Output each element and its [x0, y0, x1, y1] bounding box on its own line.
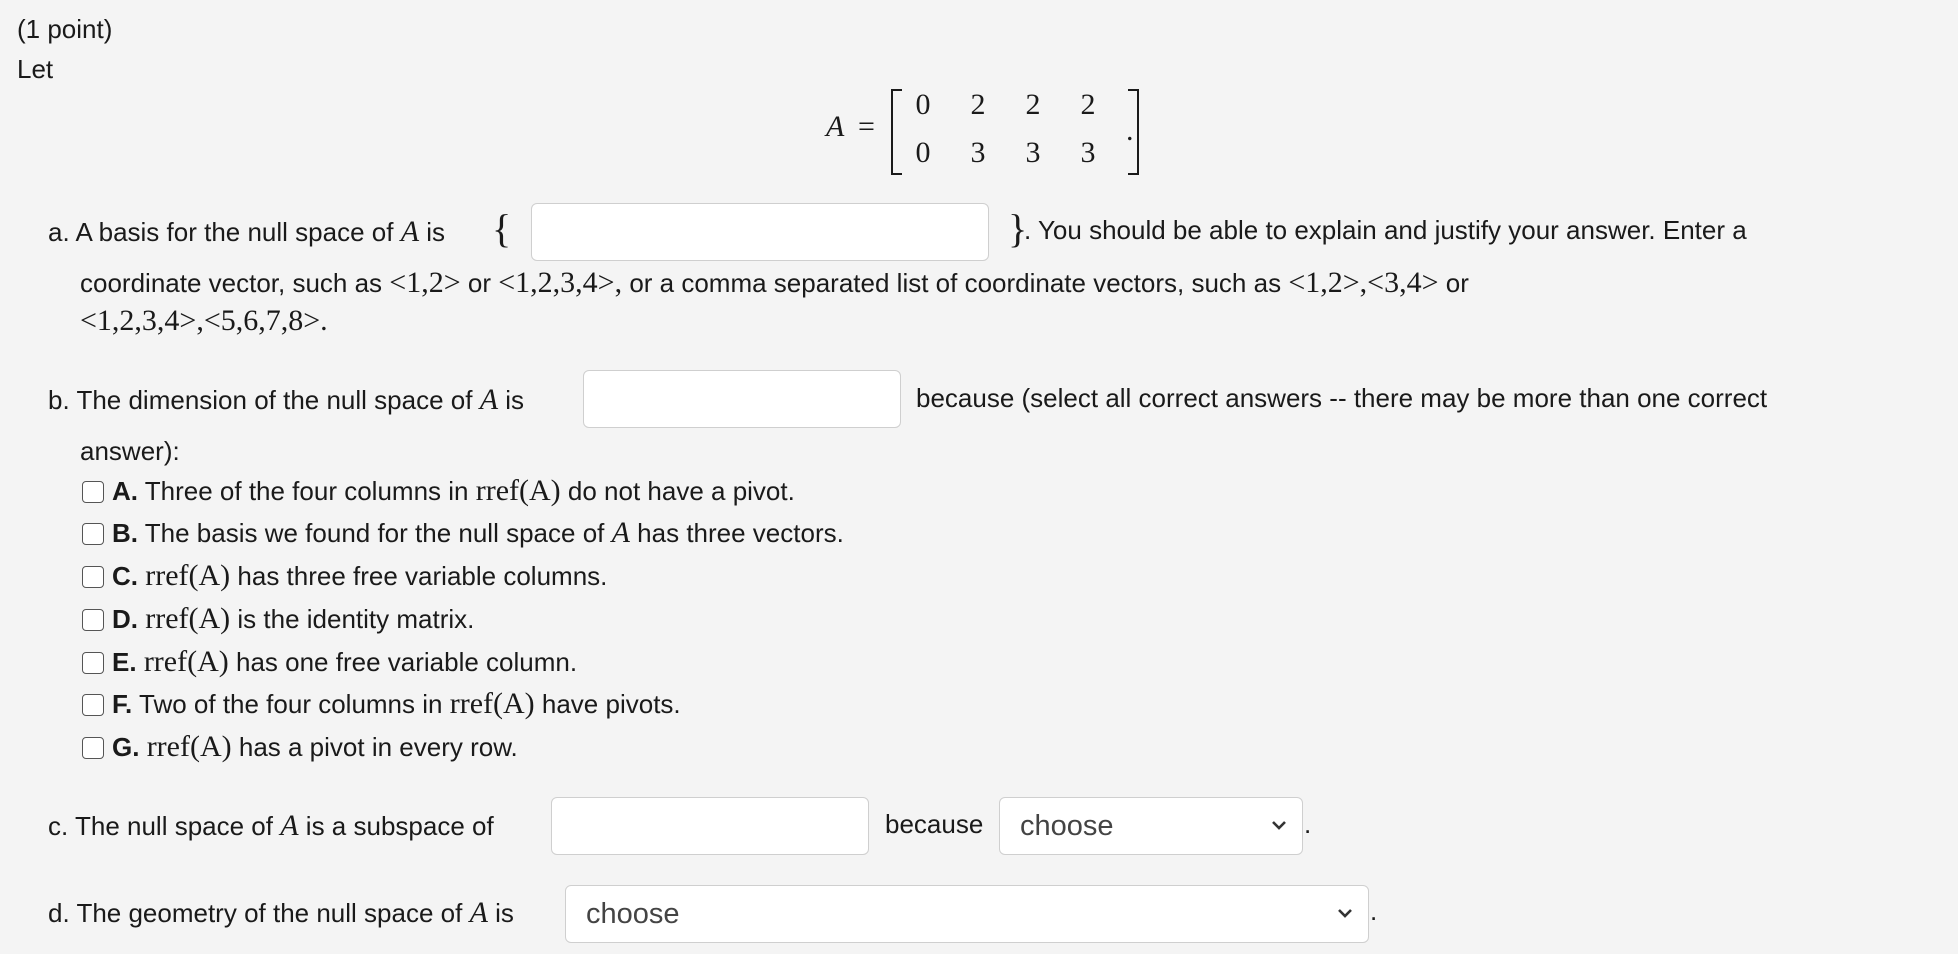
- matrix-cell: 2: [1025, 88, 1041, 121]
- point-value: (1 point): [17, 14, 113, 44]
- matrix-cell: 0: [915, 88, 931, 121]
- or-text: or: [467, 268, 491, 298]
- part-d-var: A: [469, 896, 488, 929]
- matrix-equals: =: [858, 110, 875, 143]
- option-math: rref(A): [145, 559, 231, 592]
- matrix-cell: 0: [915, 136, 931, 169]
- matrix-cell: 2: [970, 88, 986, 121]
- option-g[interactable]: [112, 730, 518, 764]
- option-math: rref(A): [145, 602, 231, 635]
- part-a-var: A: [400, 215, 420, 248]
- option-text: has one free variable column.: [235, 647, 578, 677]
- option-letter: A.: [112, 476, 138, 506]
- option-text: has three free variable columns.: [237, 561, 608, 591]
- option-f[interactable]: [112, 687, 681, 721]
- part-c-prefix: c. The null space of: [48, 811, 273, 841]
- option-math: rref(A): [143, 645, 229, 678]
- option-text: is the identity matrix.: [237, 604, 475, 634]
- checkbox-g[interactable]: [82, 737, 104, 759]
- part-b-var: A: [479, 383, 499, 416]
- option-letter: D.: [112, 604, 138, 634]
- chevron-down-icon: [1336, 904, 1354, 922]
- close-brace: }: [1008, 206, 1028, 251]
- option-text: have pivots.: [541, 689, 681, 719]
- option-a[interactable]: [112, 474, 795, 508]
- intro-text: Let: [17, 54, 54, 84]
- chevron-down-icon: [1270, 816, 1288, 834]
- example-vector: <1,2>: [389, 266, 461, 299]
- part-c-because: because: [885, 809, 984, 839]
- or-text: or: [1445, 268, 1469, 298]
- option-text: do not have a pivot.: [567, 476, 795, 506]
- open-brace: {: [492, 206, 512, 251]
- option-text: has three vectors.: [637, 518, 844, 548]
- part-c-suffix: is a subspace of: [305, 811, 494, 841]
- subspace-of-input[interactable]: [551, 797, 869, 855]
- option-text: Two of the four columns in: [139, 689, 443, 719]
- option-e[interactable]: [112, 645, 577, 679]
- part-b-because: because (select all correct answers -- there may be more than one correct: [916, 383, 1768, 413]
- matrix-cell: 3: [970, 136, 986, 169]
- matrix-cell: 3: [1080, 136, 1096, 169]
- part-a-label: [48, 215, 445, 249]
- option-text: has a pivot in every row.: [238, 732, 518, 762]
- option-letter: B.: [112, 518, 138, 548]
- part-b-answer-label: answer):: [80, 436, 180, 466]
- subspace-reason-select[interactable]: [999, 797, 1303, 855]
- example-vector: <1,2,3,4>,: [498, 266, 623, 299]
- part-b-label: [48, 383, 524, 417]
- part-d-label: [48, 896, 514, 930]
- option-letter: G.: [112, 732, 140, 762]
- matrix-period: .: [1126, 114, 1134, 147]
- geometry-select[interactable]: [565, 885, 1369, 943]
- part-a-line2: coordinate vector, such as: [80, 268, 383, 298]
- part-c-label: [48, 809, 494, 843]
- part-a-is: is: [426, 217, 446, 247]
- option-b[interactable]: [112, 516, 844, 550]
- part-b-prefix: b. The dimension of the null space of: [48, 385, 473, 415]
- part-b-is: is: [505, 385, 525, 415]
- null-space-dimension-input[interactable]: [583, 370, 901, 428]
- checkbox-b[interactable]: [82, 523, 104, 545]
- option-letter: F.: [112, 689, 133, 719]
- option-math: rref(A): [146, 730, 232, 763]
- example-vector: <1,2,3,4>,<5,6,7,8>.: [80, 304, 328, 337]
- select-value: choose: [586, 898, 680, 930]
- option-math: rref(A): [475, 474, 561, 507]
- part-a-line2b: or a comma separated list of coordinate vectors, such as: [629, 268, 1282, 298]
- part-d-is: is: [495, 898, 514, 928]
- checkbox-c[interactable]: [82, 566, 104, 588]
- null-space-basis-input[interactable]: [531, 203, 989, 261]
- matrix-cell: 3: [1025, 136, 1041, 169]
- matrix-cell: 2: [1080, 88, 1096, 121]
- part-a-examples-line: [80, 266, 1469, 300]
- select-value: choose: [1020, 810, 1114, 842]
- option-c[interactable]: [112, 559, 607, 593]
- part-d-period: .: [1370, 896, 1378, 926]
- matrix-lhs: A: [826, 110, 845, 143]
- part-d-prefix: d. The geometry of the null space of: [48, 898, 463, 928]
- checkbox-d[interactable]: [82, 609, 104, 631]
- option-text: The basis we found for the null space of: [144, 518, 605, 548]
- option-math: A: [611, 516, 630, 549]
- option-d[interactable]: [112, 602, 474, 636]
- option-letter: C.: [112, 561, 138, 591]
- part-c-var: A: [280, 809, 299, 842]
- option-math: rref(A): [449, 687, 535, 720]
- part-a-instructions: . You should be able to explain and justify your answer. Enter a: [1024, 215, 1747, 245]
- checkbox-e[interactable]: [82, 652, 104, 674]
- example-vector: <1,2>,<3,4>: [1288, 266, 1439, 299]
- part-a-prefix: a. A basis for the null space of: [48, 217, 394, 247]
- option-text: Three of the four columns in: [144, 476, 469, 506]
- checkbox-f[interactable]: [82, 694, 104, 716]
- part-c-period: .: [1304, 809, 1312, 839]
- checkbox-a[interactable]: [82, 481, 104, 503]
- option-letter: E.: [112, 647, 137, 677]
